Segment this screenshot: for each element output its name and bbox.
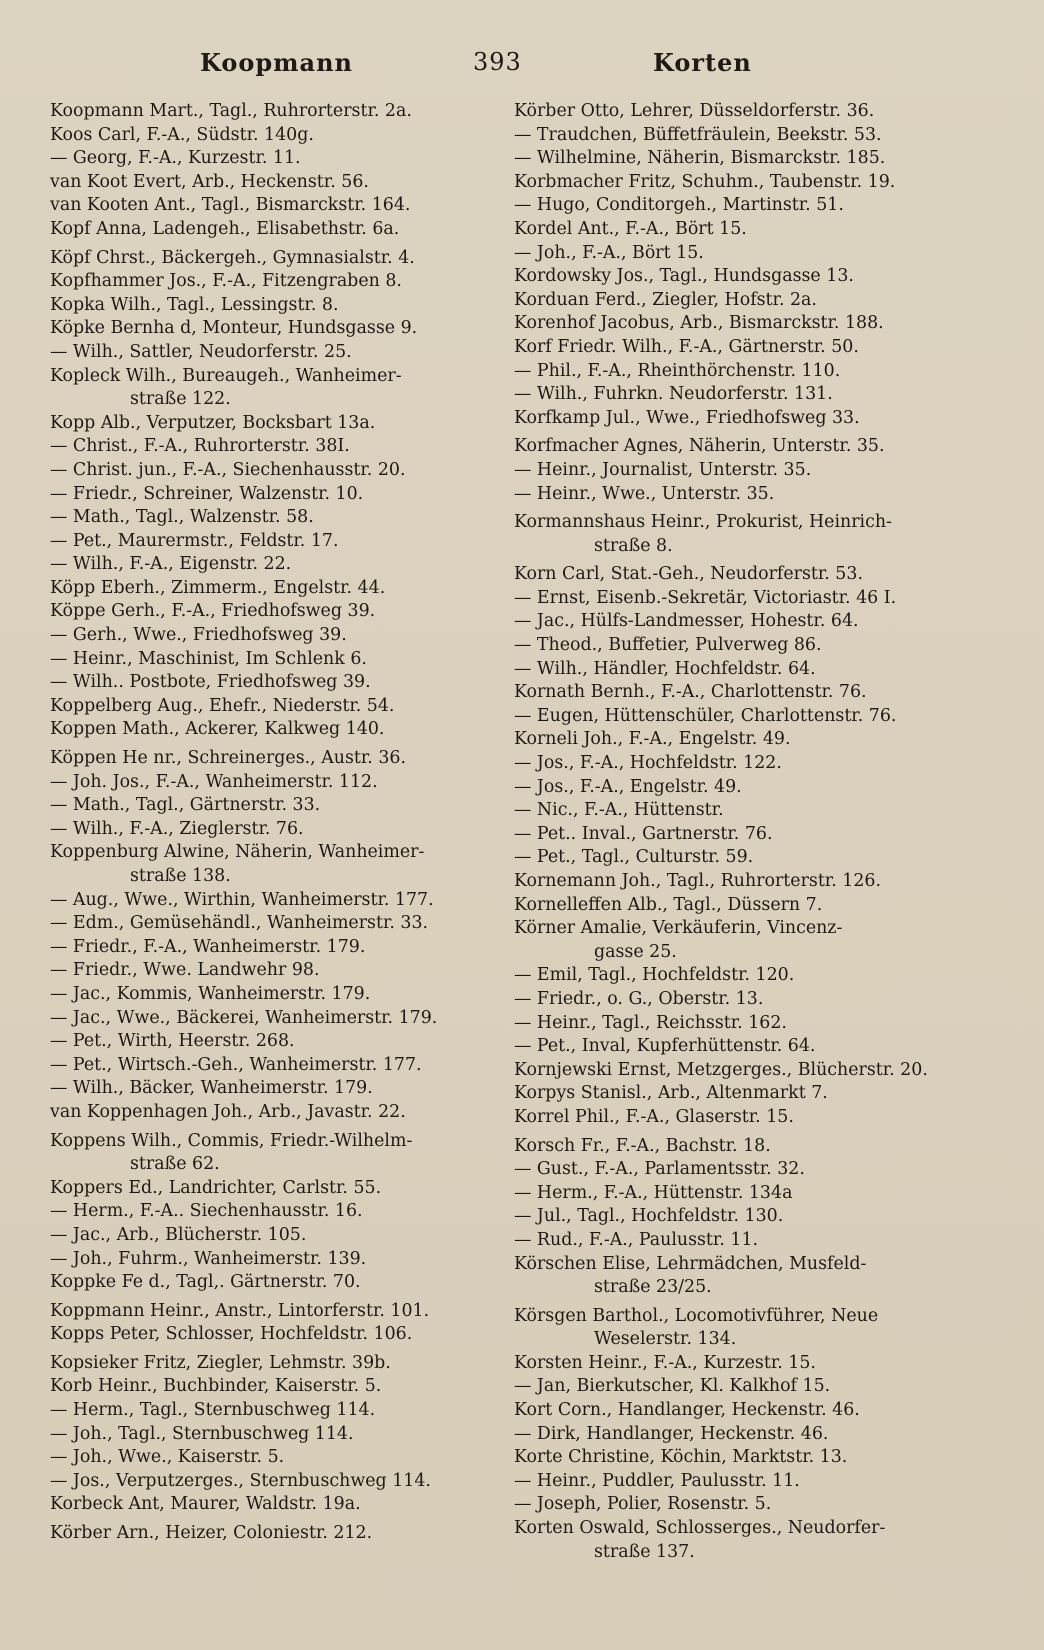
directory-entry-line: Körsgen Barthol., Locomotivführer, Neue [514,1305,879,1326]
directory-entry-line: — Pet., Tagl., Culturstr. 59. [514,847,754,868]
directory-entry-line: — Pet.. Inval., Gartnerstr. 76. [514,823,773,844]
directory-entry-line: Kopka Wilh., Tagl., Lessingstr. 8. [50,294,339,315]
directory-entry-line: Koppers Ed., Landrichter, Carlstr. 55. [50,1177,382,1198]
directory-entry-line: — Heinr., Maschinist, Im Schlenk 6. [50,648,367,669]
directory-entry-line: — Friedr., o. G., Oberstr. 13. [514,988,764,1009]
directory-entry-line: — Pet., Wirtsch.-Geh., Wanheimerstr. 177. [50,1054,422,1075]
directory-entry-line: van Kooten Ant., Tagl., Bismarckstr. 164. [50,195,411,216]
directory-entry-line: — Jos., Verputzerges., Sternbuschweg 114. [50,1470,431,1491]
directory-entry-line: Kornelleffen Alb., Tagl., Düssern 7. [514,894,823,915]
directory-entry-line: Korbmacher Fritz, Schuhm., Taubenstr. 19. [514,171,896,192]
directory-entry-line: — Pet., Maurermstr., Feldstr. 17. [50,530,339,551]
directory-entry-line: — Jac., Wwe., Bäckerei, Wanheimerstr. 179. [50,1007,438,1028]
directory-entry-line: — Wilh., Sattler, Neudorferstr. 25. [50,341,352,362]
directory-entry-line: Korbeck Ant, Maurer, Waldstr. 19a. [50,1494,361,1515]
directory-entry-line: — Joseph, Polier, Rosenstr. 5. [514,1494,772,1515]
directory-entry-line: Körber Otto, Lehrer, Düsseldorferstr. 36. [514,101,875,121]
directory-entry-line: Korneli Joh., F.-A., Engelstr. 49. [514,729,791,750]
directory-entry-line: — Theod., Buffetier, Pulverweg 86. [514,635,822,656]
directory-entry-line: — Herm., F.-A., Hüttenstr. 134a [514,1182,793,1203]
directory-entry-line: Kordel Ant., F.-A., Bört 15. [514,218,747,239]
directory-entry-line: — Wilh., Fuhrkn. Neudorferstr. 131. [514,384,833,405]
directory-entry-line: — Eugen, Hüttenschüler, Charlottenstr. 76. [514,705,897,726]
directory-entry-line: Korenhof Jacobus, Arb., Bismarckstr. 188. [514,313,884,334]
directory-entry-line: — Gust., F.-A., Parlamentsstr. 32. [514,1159,805,1180]
directory-entry-line: — Jac., Hülfs-Landmesser, Hohestr. 64. [514,611,859,632]
directory-entry-line: Korsten Heinr., F.-A., Kurzestr. 15. [514,1352,816,1373]
directory-entry-line: Korfkamp Jul., Wwe., Friedhofsweg 33. [514,407,860,428]
directory-entry-line: Köpke Bernha d, Monteur, Hundsgasse 9. [50,318,418,339]
directory-entry-line: Koppens Wilh., Commis, Friedr.-Wilhelm- [50,1130,413,1151]
directory-entry-line: — Ernst, Eisenb.-Sekretär, Victoriastr. 46 I. [514,587,897,608]
right-column [514,100,952,1564]
directory-entry-line: Kornemann Joh., Tagl., Ruhrorterstr. 126. [514,871,881,891]
directory-entry-line: van Koppenhagen Joh., Arb., Javastr. 22. [50,1101,406,1122]
directory-entry-line: — Friedr., Schreiner, Walzenstr. 10. [50,483,364,504]
directory-entry-line: — Math., Tagl., Gärtnerstr. 33. [50,795,321,816]
directory-entry-line: — Joh., Wwe., Kaiserstr. 5. [50,1447,285,1468]
directory-entry-line: — Christ., F.-A., Ruhrorterstr. 38I. [50,436,350,457]
directory-entry-line: — Traudchen, Büffetfräulein, Beekstr. 53. [514,124,882,145]
directory-entry-line: — Math., Tagl., Walzenstr. 58. [50,507,314,528]
directory-entry-line: — Joh. Jos., F.-A., Wanheimerstr. 112. [50,771,378,792]
directory-entry-line: — Jul., Tagl., Hochfeldstr. 130. [514,1206,784,1227]
directory-entry-line: Koppelberg Aug., Ehefr., Niederstr. 54. [50,695,395,716]
directory-entry-line: — Georg, F.-A., Kurzestr. 11. [50,148,301,169]
directory-entry-line: Kormannshaus Heinr., Prokurist, Heinrich- [514,512,892,533]
directory-entry-line: Koos Carl, F.-A., Südstr. 140g. [50,124,314,145]
directory-entry-line: Körschen Elise, Lehrmädchen, Musfeld- [514,1253,867,1274]
directory-entry-line: Kopf Anna, Ladengeh., Elisabethstr. 6a. [50,218,400,239]
directory-entry-line: — Heinr., Journalist, Unterstr. 35. [514,459,812,480]
directory-entry-line: — Edm., Gemüsehändl., Wanheimerstr. 33. [50,913,429,934]
directory-entry-line: — Pet., Inval, Kupferhüttenstr. 64. [514,1036,816,1057]
left-column [50,100,490,1546]
directory-entry-line: Kopleck Wilh., Bureaugeh., Wanheimer- [50,365,402,386]
directory-entry-line: Köppen He nr., Schreinerges., Austr. 36. [50,748,406,769]
directory-entry-line: — Friedr., F.-A., Wanheimerstr. 179. [50,936,366,957]
directory-entry-line: Kort Corn., Handlanger, Heckenstr. 46. [514,1400,860,1421]
directory-entry-line: Köppe Gerh., F.-A., Friedhofsweg 39. [50,601,376,622]
directory-entry-line: Kornath Bernh., F.-A., Charlottenstr. 76. [514,682,867,703]
directory-entry-line: — Wilh., Händler, Hochfeldstr. 64. [514,658,816,679]
directory-entry-line: Körner Amalie, Verkäuferin, Vincenz- [514,918,843,939]
directory-entry-line: — Phil., F.-A., Rheinthörchenstr. 110. [514,360,841,381]
directory-entry-line: — Gerh., Wwe., Friedhofsweg 39. [50,625,347,646]
directory-entry-line: straße 62. [130,1154,220,1175]
directory-entry-line: straße 122. [130,389,231,410]
directory-entry-line: — Christ. jun., F.-A., Siechenhausstr. 20. [50,459,406,480]
directory-entry-line: Köpp Eberh., Zimmerm., Engelstr. 44. [50,577,386,598]
directory-entry-line: — Joh., Fuhrm., Wanheimerstr. 139. [50,1248,367,1269]
directory-entry-line: — Jac., Arb., Blücherstr. 105. [50,1224,307,1245]
directory-entry-line: Weselerstr. 134. [594,1329,737,1350]
directory-entry-line: van Koot Evert, Arb., Heckenstr. 56. [50,171,369,192]
directory-entry-line: — Herm., F.-A.. Siechenhausstr. 16. [50,1201,363,1222]
directory-entry-line: — Wilh., F.-A., Zieglerstr. 76. [50,818,304,839]
directory-entry-line: Korf Friedr. Wilh., F.-A., Gärtnerstr. 50. [514,336,859,357]
directory-entry-line: Korte Christine, Köchin, Marktstr. 13. [514,1447,848,1468]
directory-entry-line: — Aug., Wwe., Wirthin, Wanheimerstr. 177. [50,889,434,910]
page-header [0,48,1044,88]
directory-entry-line: straße 137. [594,1541,695,1562]
directory-entry-line: Kopfhammer Jos., F.-A., Fitzengraben 8. [50,271,402,292]
directory-entry-line: — Pet., Wirth, Heerstr. 268. [50,1031,295,1052]
directory-entry-line: Korfmacher Agnes, Näherin, Unterstr. 35. [514,436,885,457]
directory-entry-line: Korten Oswald, Schlosserges., Neudorfer- [514,1518,886,1539]
directory-entry-line: — Heinr., Tagl., Reichsstr. 162. [514,1012,787,1033]
directory-entry-line: gasse 25. [594,941,677,962]
directory-entry-line: — Wilh.. Postbote, Friedhofsweg 39. [50,672,371,693]
header-first-name: Koopmann [200,48,353,77]
directory-entry-line: Koppke Fe d., Tagl,. Gärtnerstr. 70. [50,1272,361,1293]
directory-entry-line: Korduan Ferd., Ziegler, Hofstr. 2a. [514,289,817,310]
directory-entry-line: straße 23/25. [594,1277,712,1298]
directory-entry-line: Korb Heinr., Buchbinder, Kaiserstr. 5. [50,1376,382,1397]
directory-entry-line: straße 138. [130,866,231,886]
directory-entry-line: Korpys Stanisl., Arb., Altenmarkt 7. [514,1083,828,1104]
directory-entry-line: — Jos., F.-A., Hochfeldstr. 122. [514,753,782,774]
directory-entry-line: Korsch Fr., F.-A., Bachstr. 18. [514,1135,771,1156]
directory-entry-line: Kordowsky Jos., Tagl., Hundsgasse 13. [514,266,854,287]
directory-entry-line: — Jac., Kommis, Wanheimerstr. 179. [50,983,371,1004]
directory-entry-line: — Friedr., Wwe. Landwehr 98. [50,960,320,981]
directory-entry-line: Korrel Phil., F.-A., Glaserstr. 15. [514,1106,794,1127]
directory-entry-line: straße 8. [594,535,673,556]
directory-entry-line: — Hugo, Conditorgeh., Martinstr. 51. [514,195,844,216]
directory-entry-line: — Heinr., Puddler, Paulusstr. 11. [514,1470,800,1491]
directory-entry-line: — Joh., F.-A., Bört 15. [514,242,704,263]
directory-entry-line: Kopps Peter, Schlosser, Hochfeldstr. 106. [50,1324,413,1345]
directory-entry-line: Kornjewski Ernst, Metzgerges., Blücherstr. 20. [514,1059,928,1080]
directory-entry-line: — Herm., Tagl., Sternbuschweg 114. [50,1400,376,1421]
directory-entry-line: — Emil, Tagl., Hochfeldstr. 120. [514,965,795,986]
directory-entry-line: — Nic., F.-A., Hüttenstr. [514,800,724,821]
directory-entry-line: — Joh., Tagl., Sternbuschweg 114. [50,1423,354,1444]
directory-entry-line: Kopp Alb., Verputzer, Bocksbart 13a. [50,412,376,433]
directory-entry-line: Köpf Chrst., Bäckergeh., Gymnasialstr. 4. [50,247,415,268]
directory-entry-line: — Jos., F.-A., Engelstr. 49. [514,776,742,797]
directory-entry-line: Körber Arn., Heizer, Coloniestr. 212. [50,1523,373,1544]
directory-entry-line: Koppmann Heinr., Anstr., Lintorferstr. 101. [50,1300,430,1321]
directory-entry-line: Koppen Math., Ackerer, Kalkweg 140. [50,719,385,740]
directory-entry-line: Koppenburg Alwine, Näherin, Wanheimer- [50,842,425,863]
page-number: 393 [473,48,522,76]
directory-entry-line: Korn Carl, Stat.-Geh., Neudorferstr. 53. [514,564,863,585]
directory-entry-line: — Jan, Bierkutscher, Kl. Kalkhof 15. [514,1376,831,1397]
header-last-name: Korten [653,48,752,77]
directory-entry-line: — Rud., F.-A., Paulusstr. 11. [514,1229,759,1250]
directory-entry-line: — Dirk, Handlanger, Heckenstr. 46. [514,1423,829,1444]
directory-entry-line: Koopmann Mart., Tagl., Ruhrorterstr. 2a. [50,101,412,121]
directory-entry-line: — Wilh., Bäcker, Wanheimerstr. 179. [50,1078,373,1099]
directory-entry-line: Kopsieker Fritz, Ziegler, Lehmstr. 39b. [50,1352,391,1373]
directory-entry-line: — Heinr., Wwe., Unterstr. 35. [514,483,775,504]
directory-entry-line: — Wilh., F.-A., Eigenstr. 22. [50,554,292,575]
directory-entry-line: — Wilhelmine, Näherin, Bismarckstr. 185. [514,148,886,169]
